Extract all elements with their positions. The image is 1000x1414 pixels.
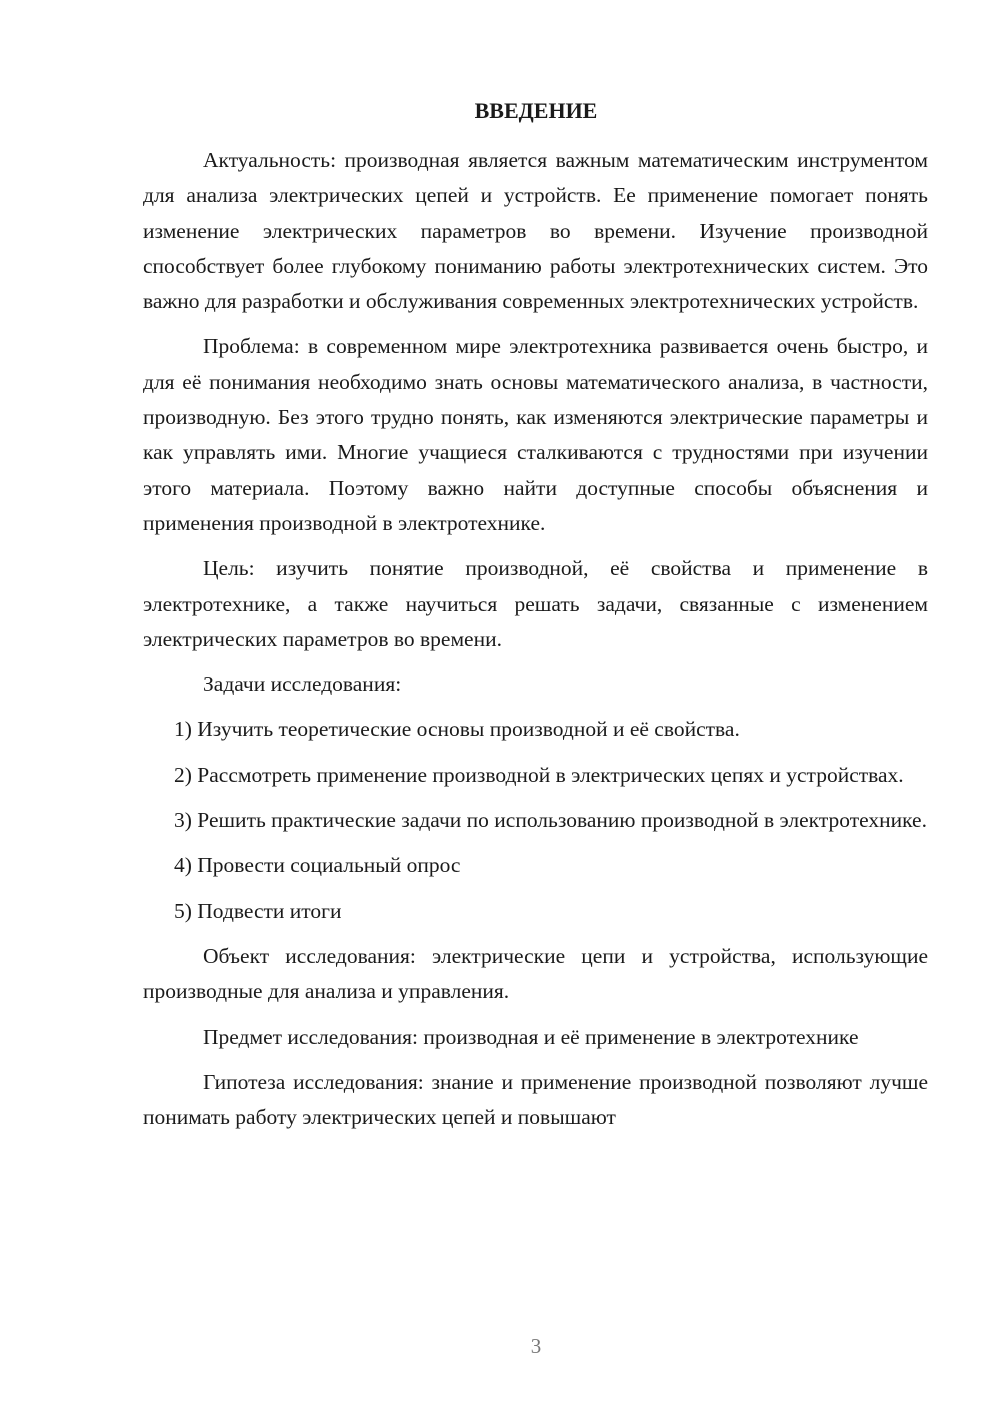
task-item-5: 5) Подвести итоги <box>174 898 342 923</box>
paragraph-problem: Проблема: в современном мире электротехника развивается очень быстро, и для её понимания необходимо знать основы математического анализа, в частности, производную. Без этого трудно понять, как изменяются электрические параметры и как управлять ими. Многие учащиеся сталкиваются с трудностями при изучении этого материала. Поэтому важно найти доступные способы объяснения и применения производной в электротехнике. <box>143 334 928 535</box>
paragraph-object: Объект исследования: электрические цепи и устройства, использующие производные для анализа и управления. <box>143 943 928 1004</box>
paragraph-relevance: Актуальность: производная является важным математическим инструментом для анализа электрических цепей и устройств. Ее применение помогает понять изменение электрических параметров во времени. Изучение производной способствует более глубокому пониманию работы электротехнических систем. Это важно для разработки и обслуживания современных электротехнических устройств. <box>143 148 928 314</box>
paragraph-tasks-heading: Задачи исследования: <box>203 672 402 697</box>
paragraph-subject: Предмет исследования: производная и её применение в электротехнике <box>203 1024 859 1049</box>
task-item-1: 1) Изучить теоретические основы производной и её свойства. <box>174 717 740 742</box>
section-title: ВВЕДЕНИЕ <box>474 98 598 123</box>
paragraph-hypothesis: Гипотеза исследования: знание и применение производной позволяют лучше понимать работу электрических цепей и повышают <box>143 1069 928 1130</box>
task-item-2: 2) Рассмотреть применение производной в электрических цепях и устройствах. <box>174 762 904 787</box>
document-body <box>143 143 928 1145</box>
page-number: 3 <box>530 1334 542 1358</box>
task-item-4: 4) Провести социальный опрос <box>174 853 461 878</box>
task-item-3: 3) Решить практические задачи по использованию производной в электротехнике. <box>174 808 927 833</box>
paragraph-goal: Цель: изучить понятие производной, её свойства и применение в электротехнике, а также научиться решать задачи, связанные с изменением электрических параметров во времени. <box>143 556 928 651</box>
